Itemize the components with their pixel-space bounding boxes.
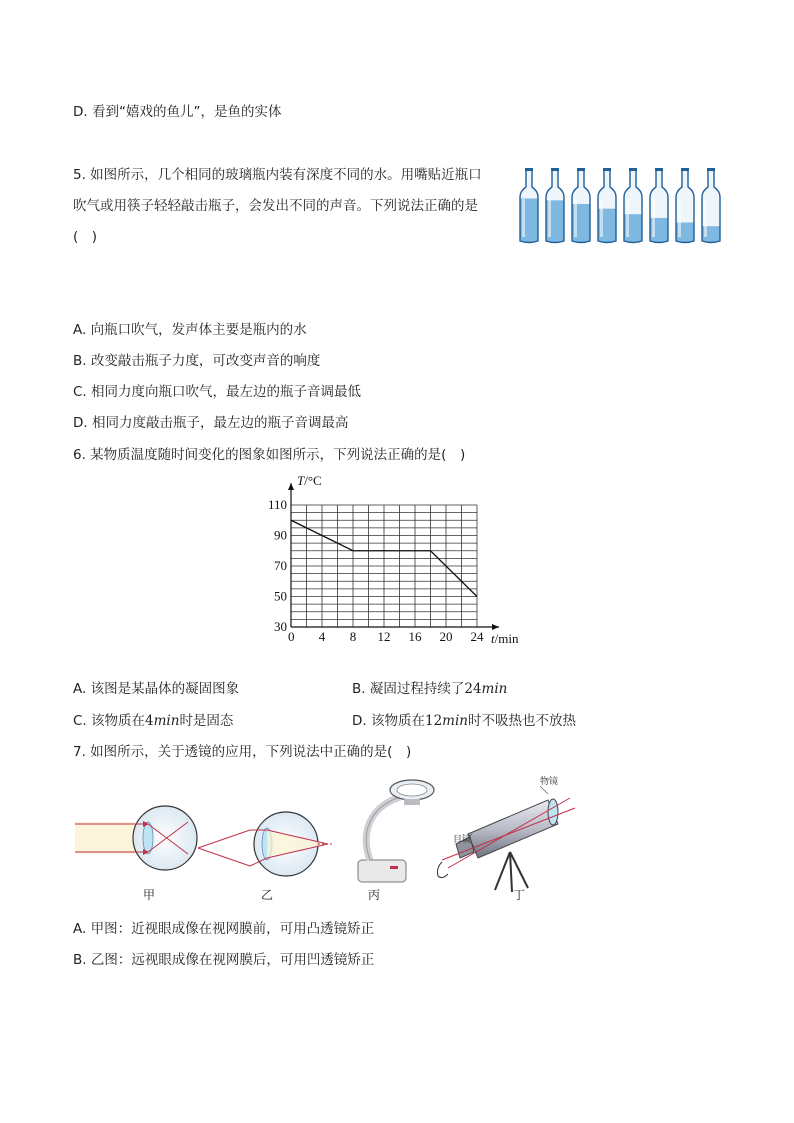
x-tick-label: 8	[349, 629, 357, 644]
q6-option-a: A. 该图是某晶体的凝固图象	[73, 681, 240, 697]
fig-label-bing: 丙	[368, 888, 381, 902]
fig-label-yi: 乙	[261, 888, 274, 902]
q5-option-d: D. 相同力度敲击瓶子，最左边的瓶子音调最高	[73, 415, 349, 431]
bottle-8	[701, 168, 721, 245]
q5-stem-line1: 5. 如图所示，几个相同的玻璃瓶内装有深度不同的水。用嘴贴近瓶口	[73, 167, 482, 183]
myopia-eye-diagram	[75, 806, 197, 870]
bottle-6	[649, 168, 669, 245]
q7-stem: 7. 如图所示，关于透镜的应用，下列说法中正确的是( )	[73, 744, 412, 760]
fig-label-ding: 丁	[513, 888, 526, 902]
x-tick-label: 16	[408, 629, 422, 644]
q5-option-a: A. 向瓶口吹气，发声体主要是瓶内的水	[73, 322, 307, 338]
q6-option-c: C. 该物质在4min时是固态	[73, 713, 234, 729]
objective-label: 物镜	[540, 777, 559, 787]
q5-option-b: B. 改变敲击瓶子力度，可改变声音的响度	[73, 353, 321, 369]
bottle-2	[545, 168, 565, 245]
x-tick-label: 24	[470, 629, 484, 644]
chart-grid	[291, 505, 477, 627]
y-tick-label: 90	[274, 527, 287, 543]
q4-option-d: D. 看到“嬉戏的鱼儿”，是鱼的实体	[73, 104, 282, 120]
lens-applications-figure	[70, 772, 590, 907]
q7-option-b: B. 乙图：远视眼成像在视网膜后，可用凹透镜矫正	[73, 952, 375, 968]
x-axis-arrow	[492, 624, 499, 630]
x-tick-label: 12	[377, 629, 391, 644]
x-tick-label: 20	[439, 629, 453, 644]
y-tick-label: 70	[274, 558, 287, 573]
fig-label-jia: 甲	[143, 888, 156, 902]
q6-option-b: B. 凝固过程持续了24min	[352, 681, 508, 697]
q6-option-d: D. 该物质在12min时不吸热也不放热	[352, 713, 576, 729]
bottles-figure	[515, 165, 725, 247]
bottle-3	[571, 168, 591, 245]
y-tick-label: 30	[274, 619, 287, 634]
q5-stem-line2: 吹气或用筷子轻轻敲击瓶子，会发出不同的声音。下列说法正确的是	[73, 198, 478, 214]
temperature-time-chart	[255, 465, 535, 655]
bottle-4	[597, 168, 617, 245]
x-tick-label: 4	[318, 629, 326, 644]
y-tick-label: 50	[274, 588, 287, 604]
q5-option-c: C. 相同力度向瓶口吹气，最左边的瓶子音调最低	[73, 384, 362, 400]
bottle-5	[623, 168, 643, 245]
q5-stem-line3: ( )	[73, 229, 98, 245]
y-axis-arrow	[288, 483, 294, 490]
hyperopia-eye-diagram	[198, 812, 332, 876]
eyepiece-label: 目镜	[453, 835, 472, 845]
y-tick-label: 110	[267, 497, 287, 512]
telescope	[438, 775, 576, 892]
q7-option-a: A. 甲图：近视眼成像在视网膜前，可用凸透镜矫正	[73, 921, 375, 937]
bottle-1	[519, 168, 539, 245]
magnifier-lamp	[358, 780, 434, 882]
q6-stem: 6. 某物质温度随时间变化的图象如图所示，下列说法正确的是( )	[73, 447, 466, 463]
x-axis-label: t/min	[491, 631, 519, 646]
bottle-7	[675, 168, 695, 245]
x-tick-label: 0	[288, 629, 295, 644]
y-axis-label: T/°C	[297, 473, 322, 488]
